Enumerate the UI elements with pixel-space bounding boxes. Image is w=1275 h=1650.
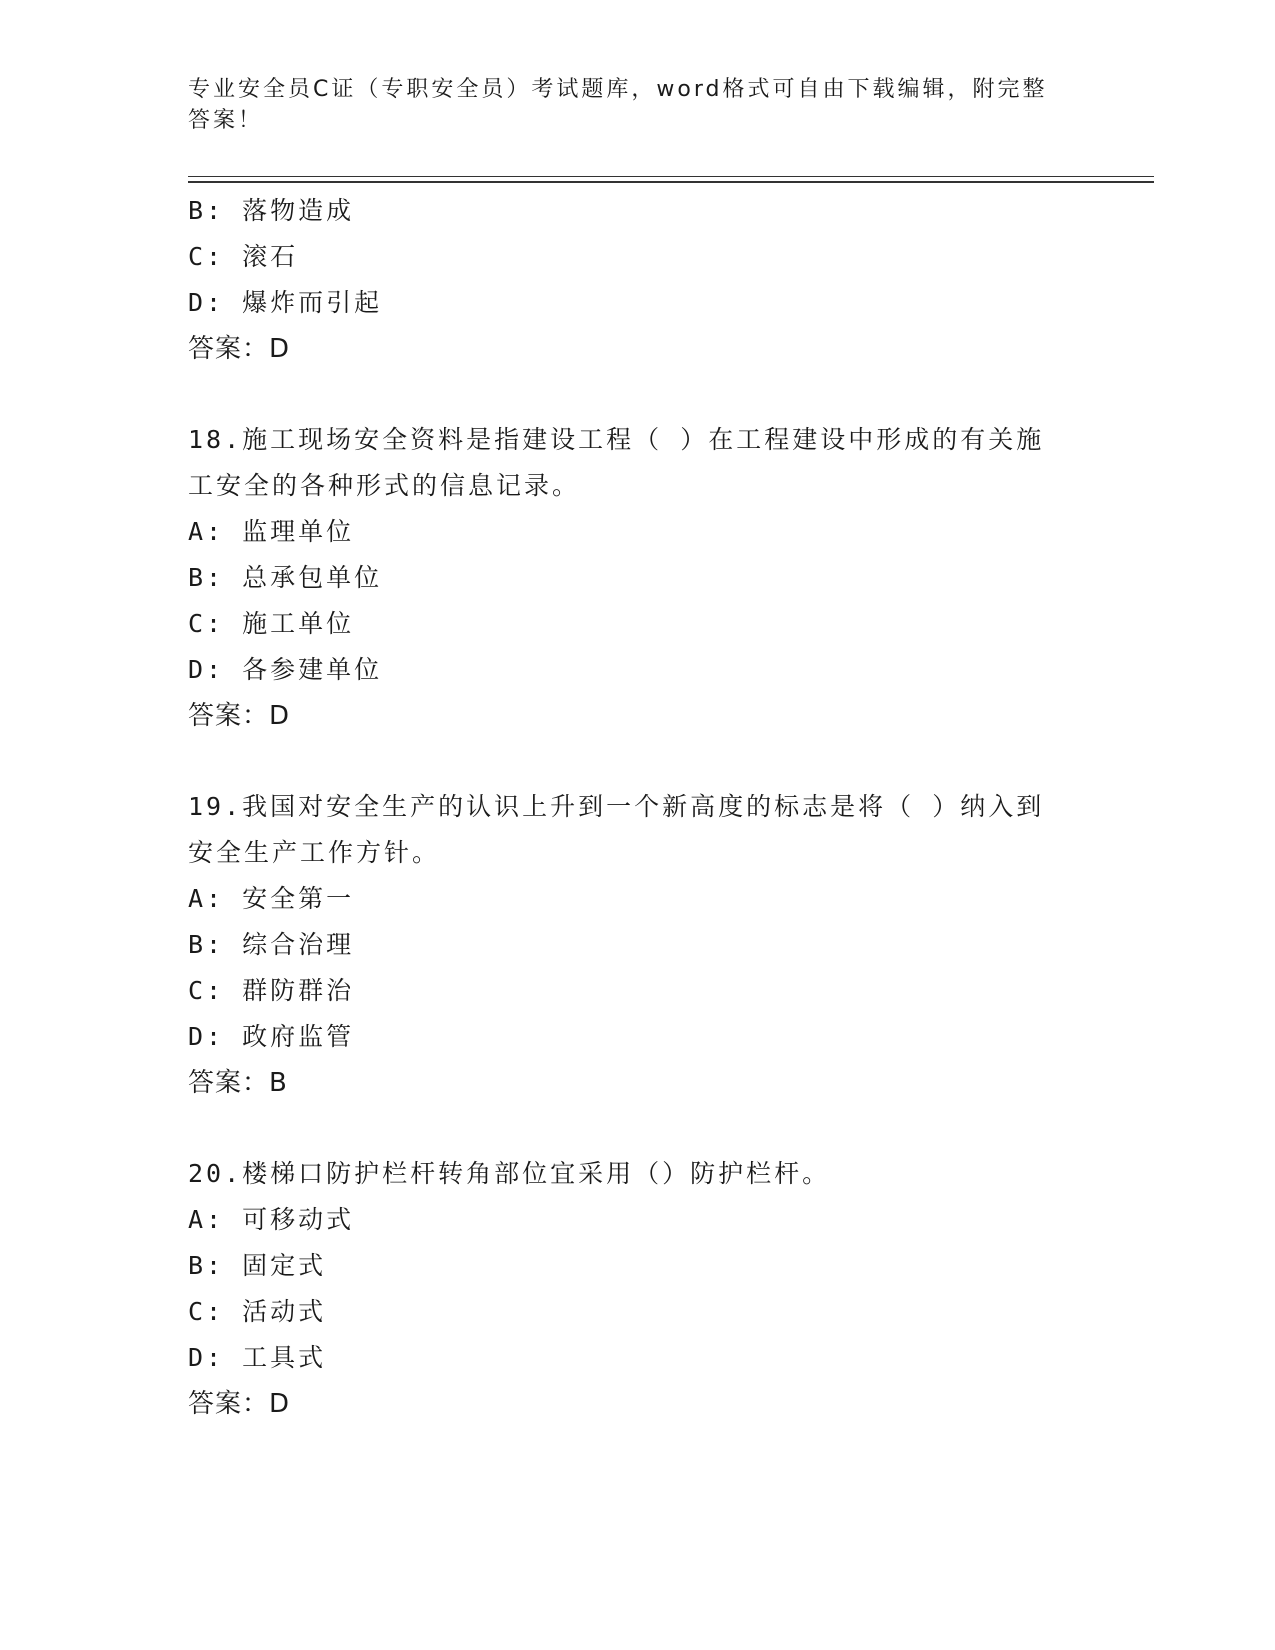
question-list bbox=[188, 188, 1068, 1427]
question-text-line: 安全生产工作方针。 bbox=[188, 838, 441, 867]
answer-line: 答案：D bbox=[188, 334, 291, 364]
option-b: B: 综合治理 bbox=[188, 930, 355, 959]
option-b: B: 落物造成 bbox=[188, 196, 355, 225]
option-d: D: 政府监管 bbox=[188, 1022, 355, 1051]
answer-line: 答案：D bbox=[188, 701, 291, 731]
option-d: D: 工具式 bbox=[188, 1343, 327, 1372]
option-c: C: 群防群治 bbox=[188, 976, 355, 1005]
question-text-line: 20.楼梯口防护栏杆转角部位宜采用（）防护栏杆。 bbox=[188, 1159, 831, 1188]
question-text-line: 18.施工现场安全资料是指建设工程（ ）在工程建设中形成的有关施 bbox=[188, 425, 1045, 454]
option-d: D: 爆炸而引起 bbox=[188, 288, 383, 317]
option-c: C: 滚石 bbox=[188, 242, 299, 271]
question-text-line: 19.我国对安全生产的认识上升到一个新高度的标志是将（ ）纳入到 bbox=[188, 792, 1045, 821]
option-a: A: 可移动式 bbox=[188, 1205, 355, 1234]
header-rule-thick bbox=[188, 181, 1154, 183]
question-block-19 bbox=[188, 784, 1068, 1106]
option-b: B: 总承包单位 bbox=[188, 563, 383, 592]
option-c: C: 活动式 bbox=[188, 1297, 327, 1326]
option-b: B: 固定式 bbox=[188, 1251, 327, 1280]
header-rule-thin bbox=[188, 176, 1154, 177]
answer-line: 答案：D bbox=[188, 1389, 291, 1419]
option-a: A: 监理单位 bbox=[188, 517, 355, 546]
question-block-18 bbox=[188, 417, 1068, 739]
question-text-line: 工安全的各种形式的信息记录。 bbox=[188, 471, 581, 500]
question-block-17 bbox=[188, 188, 1068, 372]
option-c: C: 施工单位 bbox=[188, 609, 355, 638]
question-block-20 bbox=[188, 1151, 1068, 1427]
option-a: A: 安全第一 bbox=[188, 884, 355, 913]
document-header: 专业安全员C证（专职安全员）考试题库，word格式可自由下载编辑，附完整答案！ bbox=[188, 77, 1048, 133]
answer-line: 答案：B bbox=[188, 1068, 288, 1098]
option-d: D: 各参建单位 bbox=[188, 655, 383, 684]
